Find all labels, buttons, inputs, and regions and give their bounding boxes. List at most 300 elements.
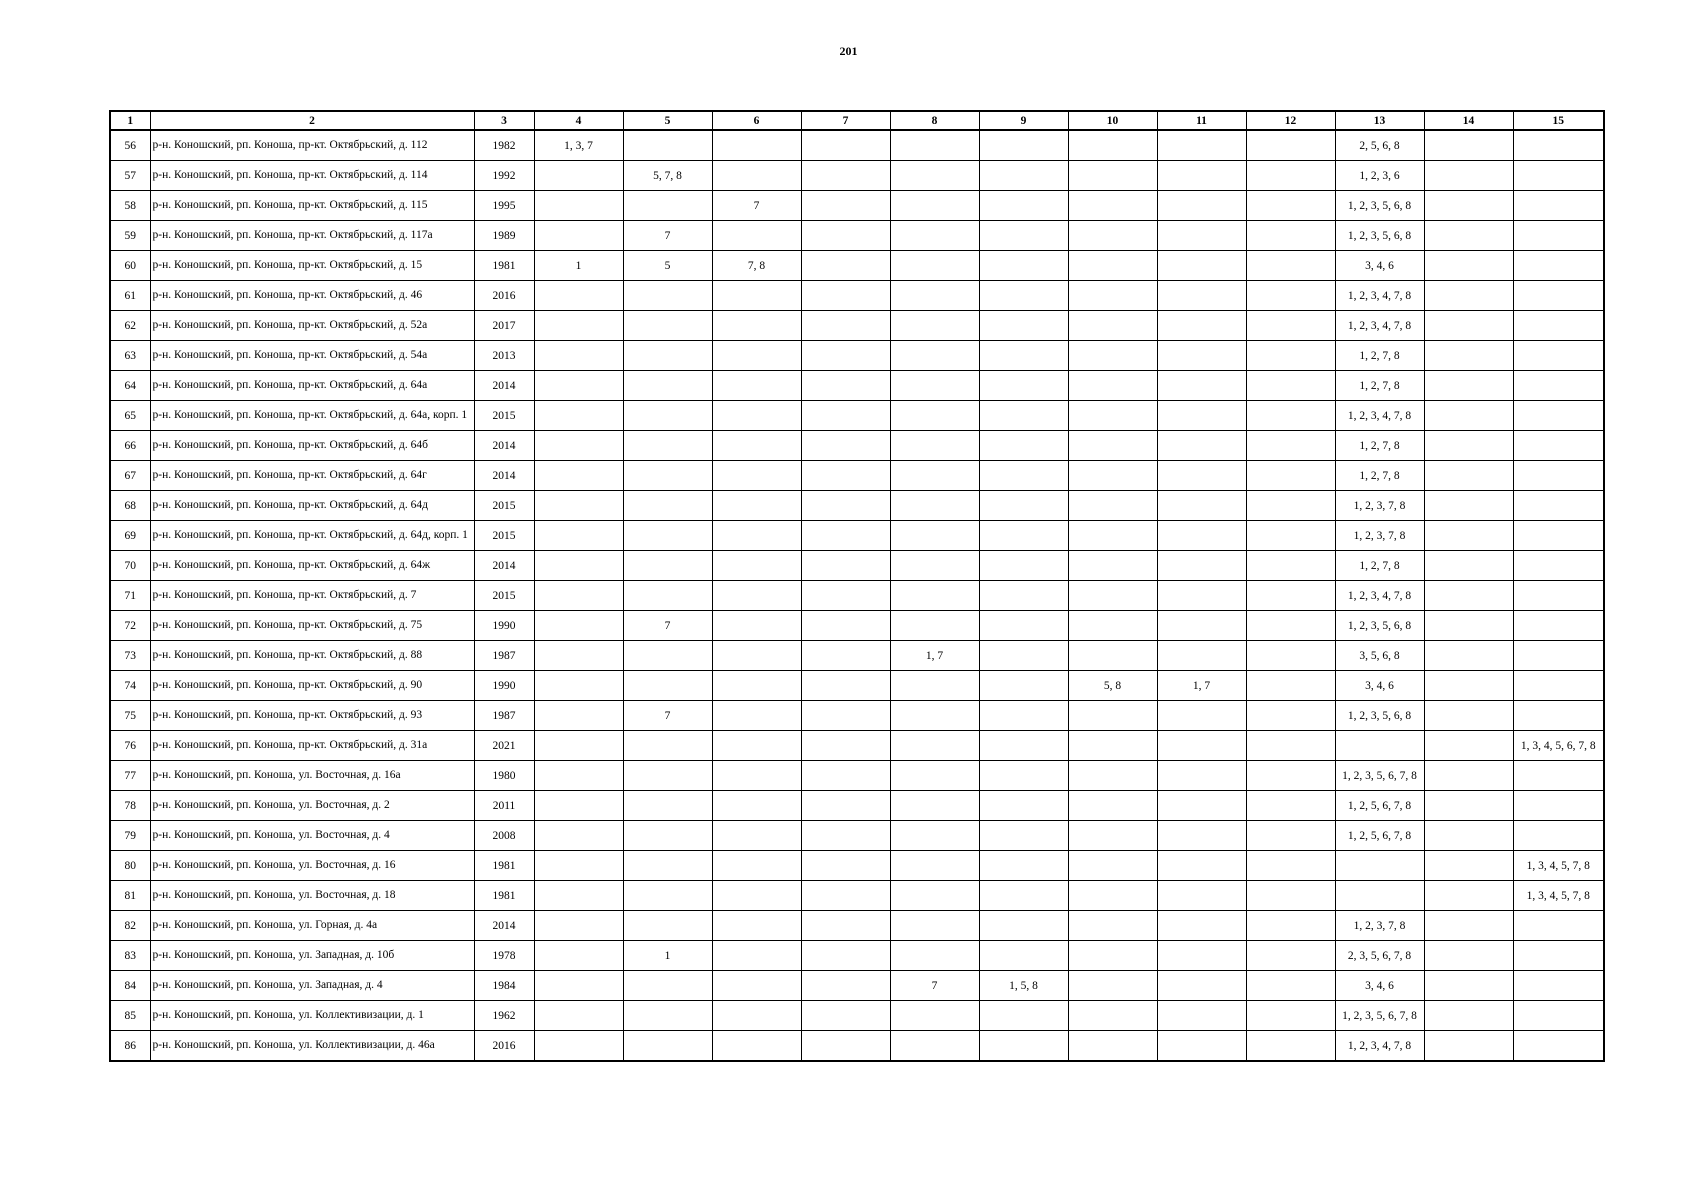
table-cell — [1068, 701, 1157, 731]
table-cell: 1, 2, 3, 5, 6, 7, 8 — [1335, 761, 1424, 791]
table-cell — [623, 821, 712, 851]
table-cell — [890, 731, 979, 761]
address-cell: р-н. Коношский, рп. Коноша, пр-кт. Октябрьский, д. 115 — [150, 191, 474, 221]
table-cell: 3, 4, 6 — [1335, 971, 1424, 1001]
year-cell: 2013 — [474, 341, 534, 371]
table-cell — [979, 911, 1068, 941]
table-cell — [1246, 791, 1335, 821]
address-cell: р-н. Коношский, рп. Коноша, ул. Восточная, д. 2 — [150, 791, 474, 821]
table-cell — [1068, 431, 1157, 461]
table-cell — [979, 311, 1068, 341]
address-cell: р-н. Коношский, рп. Коноша, пр-кт. Октябрьский, д. 88 — [150, 641, 474, 671]
table-cell — [1068, 941, 1157, 971]
table-cell — [534, 191, 623, 221]
column-header-11: 11 — [1157, 111, 1246, 130]
table-cell — [534, 761, 623, 791]
table-cell — [979, 791, 1068, 821]
table-cell — [801, 791, 890, 821]
table-cell — [1424, 1031, 1513, 1062]
table-cell: 7, 8 — [712, 251, 801, 281]
table-cell — [1513, 191, 1604, 221]
table-cell: 1, 2, 7, 8 — [1335, 341, 1424, 371]
table-cell — [890, 881, 979, 911]
table-cell — [801, 130, 890, 161]
table-cell — [623, 851, 712, 881]
column-header-9: 9 — [979, 111, 1068, 130]
table-cell — [1513, 971, 1604, 1001]
table-cell — [890, 581, 979, 611]
table-row — [110, 911, 1604, 941]
address-cell: р-н. Коношский, рп. Коноша, пр-кт. Октябрьский, д. 112 — [150, 130, 474, 161]
table-cell — [1068, 731, 1157, 761]
address-cell: р-н. Коношский, рп. Коноша, ул. Коллективизации, д. 1 — [150, 1001, 474, 1031]
table-cell — [1424, 431, 1513, 461]
address-cell: р-н. Коношский, рп. Коноша, ул. Восточная, д. 18 — [150, 881, 474, 911]
table-cell — [890, 311, 979, 341]
table-cell — [1335, 851, 1424, 881]
table-cell — [1424, 130, 1513, 161]
table-cell: 7 — [623, 701, 712, 731]
table-cell — [1513, 761, 1604, 791]
table-cell: 1, 2, 3, 6 — [1335, 161, 1424, 191]
year-cell: 2014 — [474, 551, 534, 581]
table-cell: 1, 2, 3, 5, 6, 8 — [1335, 191, 1424, 221]
table-row — [110, 641, 1604, 671]
table-cell — [712, 161, 801, 191]
table-cell — [534, 731, 623, 761]
table-cell — [1424, 491, 1513, 521]
table-cell — [890, 671, 979, 701]
year-cell: 1990 — [474, 611, 534, 641]
table-cell — [801, 251, 890, 281]
table-cell — [801, 611, 890, 641]
table-row — [110, 251, 1604, 281]
table-cell — [979, 371, 1068, 401]
table-cell — [623, 881, 712, 911]
table-cell: 1, 2, 7, 8 — [1335, 371, 1424, 401]
table-cell — [1424, 461, 1513, 491]
table-cell — [623, 130, 712, 161]
table-cell — [534, 581, 623, 611]
table-cell — [979, 161, 1068, 191]
table-cell — [1068, 521, 1157, 551]
table-cell — [1424, 341, 1513, 371]
year-cell: 2014 — [474, 371, 534, 401]
table-row — [110, 371, 1604, 401]
table-cell — [801, 461, 890, 491]
table-cell — [1424, 821, 1513, 851]
table-cell — [890, 161, 979, 191]
table-cell — [534, 431, 623, 461]
table-cell — [1157, 371, 1246, 401]
table-cell — [623, 1031, 712, 1062]
table-cell — [534, 281, 623, 311]
table-cell — [712, 671, 801, 701]
table-cell — [801, 941, 890, 971]
table-cell: 7 — [890, 971, 979, 1001]
year-cell: 2016 — [474, 1031, 534, 1062]
row-number-cell: 63 — [110, 341, 150, 371]
table-cell — [1246, 491, 1335, 521]
table-cell — [1157, 701, 1246, 731]
table-cell — [623, 581, 712, 611]
year-cell: 1989 — [474, 221, 534, 251]
table-cell — [1424, 911, 1513, 941]
table-cell — [1068, 641, 1157, 671]
table-row — [110, 191, 1604, 221]
row-number-cell: 81 — [110, 881, 150, 911]
table-cell: 7 — [623, 611, 712, 641]
table-cell — [712, 641, 801, 671]
table-cell — [890, 191, 979, 221]
table-row — [110, 130, 1604, 161]
column-header-4: 4 — [534, 111, 623, 130]
table-cell — [712, 791, 801, 821]
table-row — [110, 1031, 1604, 1062]
row-number-cell: 68 — [110, 491, 150, 521]
table-cell — [1513, 911, 1604, 941]
year-cell: 2014 — [474, 461, 534, 491]
table-cell — [623, 1001, 712, 1031]
address-cell: р-н. Коношский, рп. Коноша, пр-кт. Октябрьский, д. 64д — [150, 491, 474, 521]
table-cell — [1157, 611, 1246, 641]
year-cell: 2014 — [474, 431, 534, 461]
table-cell — [801, 701, 890, 731]
table-cell — [979, 221, 1068, 251]
address-cell: р-н. Коношский, рп. Коноша, пр-кт. Октябрьский, д. 7 — [150, 581, 474, 611]
address-cell: р-н. Коношский, рп. Коноша, пр-кт. Октябрьский, д. 117а — [150, 221, 474, 251]
table-cell — [979, 731, 1068, 761]
table-cell — [534, 821, 623, 851]
table-cell: 2, 3, 5, 6, 7, 8 — [1335, 941, 1424, 971]
table-cell: 1, 2, 3, 7, 8 — [1335, 521, 1424, 551]
table-cell — [623, 401, 712, 431]
year-cell: 1984 — [474, 971, 534, 1001]
year-cell: 1962 — [474, 1001, 534, 1031]
table-cell — [1246, 911, 1335, 941]
table-cell — [1424, 311, 1513, 341]
year-cell: 1981 — [474, 851, 534, 881]
table-cell: 1, 2, 3, 4, 7, 8 — [1335, 281, 1424, 311]
table-cell — [1068, 401, 1157, 431]
row-number-cell: 72 — [110, 611, 150, 641]
table-cell — [1424, 791, 1513, 821]
table-cell — [1157, 251, 1246, 281]
address-cell: р-н. Коношский, рп. Коноша, ул. Коллективизации, д. 46а — [150, 1031, 474, 1062]
table-cell — [801, 731, 890, 761]
table-cell — [1246, 221, 1335, 251]
row-number-cell: 79 — [110, 821, 150, 851]
table-cell — [534, 851, 623, 881]
table-cell — [1513, 251, 1604, 281]
year-cell: 1981 — [474, 881, 534, 911]
table-cell — [1246, 671, 1335, 701]
table-cell — [1246, 701, 1335, 731]
address-cell: р-н. Коношский, рп. Коноша, пр-кт. Октябрьский, д. 31а — [150, 731, 474, 761]
table-cell — [534, 911, 623, 941]
table-header-row — [110, 111, 1604, 130]
table-cell — [801, 911, 890, 941]
table-cell — [623, 311, 712, 341]
column-header-1: 1 — [110, 111, 150, 130]
address-cell: р-н. Коношский, рп. Коноша, пр-кт. Октябрьский, д. 64д, корп. 1 — [150, 521, 474, 551]
table-cell — [1068, 581, 1157, 611]
table-cell — [534, 611, 623, 641]
table-row — [110, 311, 1604, 341]
row-number-cell: 56 — [110, 130, 150, 161]
table-cell — [801, 671, 890, 701]
table-cell — [1424, 371, 1513, 401]
table-cell: 1, 2, 3, 7, 8 — [1335, 491, 1424, 521]
table-cell — [1424, 281, 1513, 311]
table-cell: 5, 7, 8 — [623, 161, 712, 191]
data-table — [109, 110, 1605, 1062]
address-cell: р-н. Коношский, рп. Коноша, пр-кт. Октябрьский, д. 90 — [150, 671, 474, 701]
table-cell — [1157, 581, 1246, 611]
address-cell: р-н. Коношский, рп. Коноша, ул. Горная, д. 4а — [150, 911, 474, 941]
table-cell — [623, 191, 712, 221]
table-row — [110, 581, 1604, 611]
table-cell — [1157, 491, 1246, 521]
table-row — [110, 491, 1604, 521]
table-cell — [1157, 311, 1246, 341]
table-cell — [1246, 161, 1335, 191]
table-cell — [1513, 671, 1604, 701]
table-row — [110, 851, 1604, 881]
table-cell — [1335, 881, 1424, 911]
table-cell — [979, 821, 1068, 851]
table-cell — [979, 881, 1068, 911]
table-cell — [979, 431, 1068, 461]
table-cell — [534, 221, 623, 251]
row-number-cell: 64 — [110, 371, 150, 401]
table-cell: 1, 3, 4, 5, 7, 8 — [1513, 851, 1604, 881]
table-cell — [1068, 461, 1157, 491]
address-cell: р-н. Коношский, рп. Коноша, пр-кт. Октябрьский, д. 75 — [150, 611, 474, 641]
table-cell: 1 — [534, 251, 623, 281]
table-cell: 1, 2, 3, 5, 6, 8 — [1335, 221, 1424, 251]
table-cell — [1246, 521, 1335, 551]
table-cell — [890, 461, 979, 491]
table-cell — [1157, 281, 1246, 311]
table-cell — [1157, 791, 1246, 821]
table-cell — [534, 461, 623, 491]
table-cell — [890, 521, 979, 551]
table-cell — [1513, 641, 1604, 671]
table-cell — [1157, 161, 1246, 191]
table-cell: 5, 8 — [1068, 671, 1157, 701]
address-cell: р-н. Коношский, рп. Коноша, пр-кт. Октябрьский, д. 46 — [150, 281, 474, 311]
table-cell — [1157, 551, 1246, 581]
table-cell — [979, 551, 1068, 581]
table-cell — [712, 731, 801, 761]
table-cell — [1513, 401, 1604, 431]
table-cell — [979, 761, 1068, 791]
table-cell — [1513, 341, 1604, 371]
table-cell: 7 — [712, 191, 801, 221]
table-cell — [1246, 581, 1335, 611]
year-cell: 1987 — [474, 641, 534, 671]
table-cell — [801, 851, 890, 881]
table-cell — [712, 1031, 801, 1062]
year-cell: 1987 — [474, 701, 534, 731]
table-cell — [890, 1001, 979, 1031]
table-cell — [1157, 341, 1246, 371]
table-cell — [890, 401, 979, 431]
table-cell — [623, 551, 712, 581]
table-cell: 7 — [623, 221, 712, 251]
table-cell — [979, 1001, 1068, 1031]
table-cell — [1513, 581, 1604, 611]
table-cell — [623, 521, 712, 551]
table-cell — [890, 551, 979, 581]
table-cell — [1513, 281, 1604, 311]
table-cell: 1, 3, 4, 5, 7, 8 — [1513, 881, 1604, 911]
table-cell — [890, 701, 979, 731]
table-cell: 3, 4, 6 — [1335, 251, 1424, 281]
row-number-cell: 75 — [110, 701, 150, 731]
table-cell — [712, 941, 801, 971]
address-cell: р-н. Коношский, рп. Коноша, ул. Западная, д. 4 — [150, 971, 474, 1001]
table-cell — [1068, 221, 1157, 251]
address-cell: р-н. Коношский, рп. Коноша, пр-кт. Октябрьский, д. 54а — [150, 341, 474, 371]
table-cell — [712, 461, 801, 491]
table-cell: 1, 2, 3, 7, 8 — [1335, 911, 1424, 941]
address-cell: р-н. Коношский, рп. Коноша, пр-кт. Октябрьский, д. 64а, корп. 1 — [150, 401, 474, 431]
table-cell — [1513, 701, 1604, 731]
column-header-15: 15 — [1513, 111, 1604, 130]
table-cell: 1, 2, 3, 5, 6, 7, 8 — [1335, 1001, 1424, 1031]
table-cell — [801, 491, 890, 521]
table-row — [110, 1001, 1604, 1031]
table-cell — [1513, 130, 1604, 161]
table-cell — [1157, 761, 1246, 791]
table-cell — [1068, 251, 1157, 281]
row-number-cell: 83 — [110, 941, 150, 971]
year-cell: 2015 — [474, 401, 534, 431]
table-cell — [534, 161, 623, 191]
table-cell — [1513, 311, 1604, 341]
table-cell — [890, 251, 979, 281]
table-cell — [1068, 551, 1157, 581]
row-number-cell: 73 — [110, 641, 150, 671]
table-cell — [712, 881, 801, 911]
row-number-cell: 70 — [110, 551, 150, 581]
table-cell — [1068, 821, 1157, 851]
table-row — [110, 881, 1604, 911]
table-cell — [1068, 761, 1157, 791]
table-cell — [1246, 821, 1335, 851]
table-cell — [801, 311, 890, 341]
table-cell — [979, 611, 1068, 641]
table-cell — [1246, 251, 1335, 281]
row-number-cell: 66 — [110, 431, 150, 461]
row-number-cell: 61 — [110, 281, 150, 311]
table-cell — [1157, 881, 1246, 911]
page-number: 201 — [839, 44, 858, 58]
year-cell: 1981 — [474, 251, 534, 281]
table-cell — [979, 521, 1068, 551]
table-cell — [801, 821, 890, 851]
table-cell — [712, 130, 801, 161]
table-cell — [890, 791, 979, 821]
column-header-7: 7 — [801, 111, 890, 130]
table-cell — [979, 491, 1068, 521]
table-cell — [1246, 731, 1335, 761]
table-cell — [1424, 731, 1513, 761]
table-row — [110, 401, 1604, 431]
table-cell — [534, 671, 623, 701]
table-cell — [979, 701, 1068, 731]
table-cell — [890, 221, 979, 251]
table-cell — [801, 371, 890, 401]
table-cell — [623, 431, 712, 461]
year-cell: 1995 — [474, 191, 534, 221]
table-cell — [1157, 911, 1246, 941]
table-row — [110, 461, 1604, 491]
table-cell — [890, 911, 979, 941]
table-cell — [1513, 371, 1604, 401]
table-cell: 1, 3, 7 — [534, 130, 623, 161]
table-cell — [1424, 251, 1513, 281]
table-cell — [801, 881, 890, 911]
table-cell — [1246, 611, 1335, 641]
table-cell — [534, 1031, 623, 1062]
table-cell: 1, 2, 7, 8 — [1335, 431, 1424, 461]
year-cell: 1980 — [474, 761, 534, 791]
table-cell — [1068, 911, 1157, 941]
table-cell — [979, 251, 1068, 281]
table-cell — [1246, 551, 1335, 581]
table-cell: 1, 5, 8 — [979, 971, 1068, 1001]
column-header-10: 10 — [1068, 111, 1157, 130]
table-cell: 2, 5, 6, 8 — [1335, 130, 1424, 161]
year-cell: 2016 — [474, 281, 534, 311]
table-cell — [1424, 401, 1513, 431]
table-cell: 1, 2, 3, 4, 7, 8 — [1335, 581, 1424, 611]
row-number-cell: 80 — [110, 851, 150, 881]
table-cell — [801, 191, 890, 221]
table-cell — [1157, 731, 1246, 761]
table-cell — [1513, 491, 1604, 521]
table-row — [110, 761, 1604, 791]
table-cell — [1068, 341, 1157, 371]
table-cell — [1157, 401, 1246, 431]
table-cell — [712, 611, 801, 641]
table-cell — [534, 1001, 623, 1031]
table-row — [110, 341, 1604, 371]
table-cell — [979, 581, 1068, 611]
table-cell: 1, 2, 3, 5, 6, 8 — [1335, 701, 1424, 731]
row-number-cell: 62 — [110, 311, 150, 341]
table-cell — [1068, 1001, 1157, 1031]
table-row — [110, 161, 1604, 191]
address-cell: р-н. Коношский, рп. Коноша, пр-кт. Октябрьский, д. 64б — [150, 431, 474, 461]
table-cell — [1157, 461, 1246, 491]
row-number-cell: 76 — [110, 731, 150, 761]
table-cell: 1, 2, 3, 4, 7, 8 — [1335, 311, 1424, 341]
year-cell: 1982 — [474, 130, 534, 161]
table-cell — [1157, 431, 1246, 461]
table-cell — [623, 461, 712, 491]
table-cell — [1424, 581, 1513, 611]
table-cell — [1246, 1031, 1335, 1062]
year-cell: 2011 — [474, 791, 534, 821]
table-cell — [890, 611, 979, 641]
year-cell: 2017 — [474, 311, 534, 341]
row-number-cell: 74 — [110, 671, 150, 701]
table-cell — [1246, 1001, 1335, 1031]
